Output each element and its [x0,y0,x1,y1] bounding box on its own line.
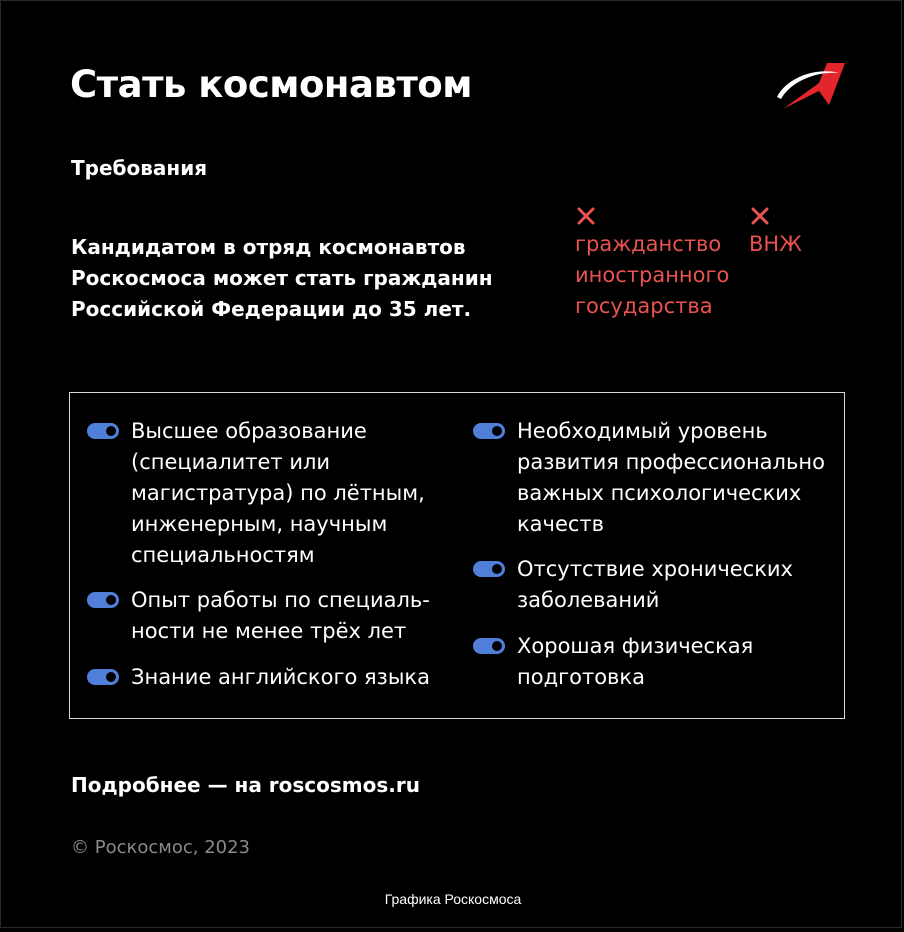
page-title: Стать космонавтом [70,63,472,106]
roscosmos-logo-icon [769,61,845,113]
list-item [517,631,837,693]
toggle-icon [473,638,505,654]
toggle-icon [87,669,119,685]
more-info-text: Подробнее — на roscosmos.ru [71,773,420,797]
restriction-item [575,206,745,322]
graphic-credit: Графика Роскосмоса [384,891,522,907]
toggle-icon [87,423,119,439]
list-item [517,416,837,540]
toggle-icon [87,592,119,608]
cross-icon [750,206,770,226]
section-label: Требования [71,156,208,180]
toggle-icon [473,561,505,577]
requirement-text: Кандидатом в отряд космонавтов Роскосмоса может стать гражданин Российской Федерации до 35 лет. [71,235,493,321]
restriction-item [749,206,839,260]
list-item [517,554,837,616]
list-item-label: Высшее образование (специалитет или магистратура) по лётным, инженерным, научным специальностям [131,419,425,567]
restriction-label: гражданство иностранного государства [575,232,730,318]
list-item-label: Отсутствие хронических заболеваний [517,557,793,612]
list-item [131,585,451,647]
copyright-text: © Роскосмос, 2023 [71,837,251,858]
list-item-label: Опыт работы по специаль-ности не менее трёх лет [131,588,430,643]
toggle-icon [473,423,505,439]
list-item [131,416,431,571]
list-item-label: Знание английского языка [131,665,430,689]
list-item-label: Необходимый уровень развития профессионально важных психологических качеств [517,419,825,536]
cross-icon [576,206,596,226]
list-item-label: Хорошая физическая подготовка [517,634,754,689]
restriction-label: ВНЖ [749,232,802,256]
list-item [131,662,451,693]
